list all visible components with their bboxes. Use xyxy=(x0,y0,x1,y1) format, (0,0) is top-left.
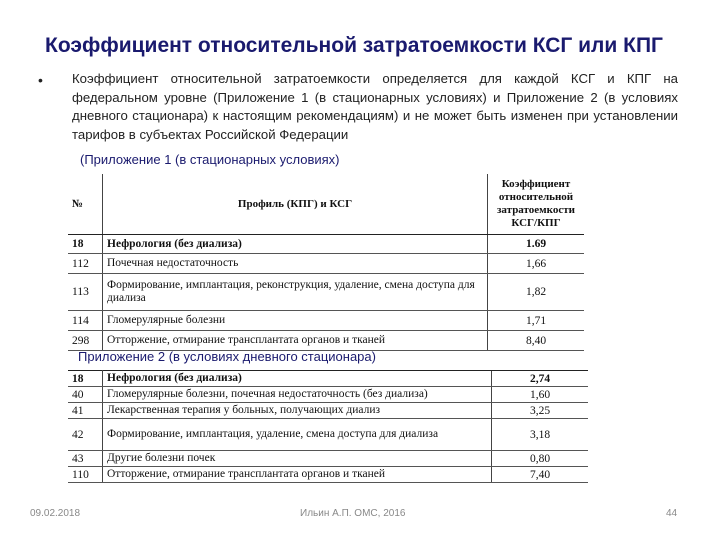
row-value: 8,40 xyxy=(488,331,585,351)
table-row xyxy=(68,467,588,483)
row-num: 41 xyxy=(68,403,103,419)
row-value: 0,80 xyxy=(492,451,589,467)
row-profile: Нефрология (без диализа) xyxy=(103,235,488,254)
column-header-coefficient: Коэффициент относительной затратоемкости КСГ/КПГ xyxy=(488,174,585,235)
row-profile: Почечная недостаточность xyxy=(103,254,488,274)
slide-title: Коэффициент относительной затратоемкости КСГ или КПГ xyxy=(45,34,663,57)
footer-page-number: 44 xyxy=(666,508,678,519)
table-row xyxy=(68,331,584,351)
row-profile: Формирование, имплантация, удаление, смена доступа для диализа xyxy=(103,419,492,451)
row-num: 110 xyxy=(68,467,103,483)
row-profile: Нефрология (без диализа) xyxy=(103,371,492,387)
row-value: 7,40 xyxy=(492,467,589,483)
row-num: 113 xyxy=(68,274,103,311)
row-num: 40 xyxy=(68,387,103,403)
row-value: 1.69 xyxy=(488,235,585,254)
column-header-num: № xyxy=(68,174,103,235)
table-row xyxy=(68,254,584,274)
row-value: 1,82 xyxy=(488,274,585,311)
row-profile: Отторжение, отмирание трансплантата органов и тканей xyxy=(103,331,488,351)
row-value: 2,74 xyxy=(492,371,589,387)
bullet-text: Коэффициент относительной затратоемкости определяется для каждой КСГ и КПГ на федеральном уровне (Приложение 1 (в стационарных условиях) и Приложение 2 (в условиях дневного стационара) к настоящим рекомендациям) и не может быть изменен при установлении тарифов в субъектах Российской Федерации xyxy=(72,71,678,142)
table-row xyxy=(68,235,584,254)
row-value: 1,66 xyxy=(488,254,585,274)
row-profile: Отторжение, отмирание трансплантата органов и тканей xyxy=(103,467,492,483)
table-row xyxy=(68,403,588,419)
row-profile: Формирование, имплантация, реконструкция, удаление, смена доступа для диализа xyxy=(103,274,488,311)
row-profile: Другие болезни почек xyxy=(103,451,492,467)
row-num: 114 xyxy=(68,311,103,331)
row-profile: Лекарственная терапия у больных, получающих диализ xyxy=(103,403,492,419)
table-appendix-2 xyxy=(68,370,588,483)
row-profile: Гломерулярные болезни xyxy=(103,311,488,331)
row-num: 18 xyxy=(68,371,103,387)
column-header-profile: Профиль (КПГ) и КСГ xyxy=(103,174,488,235)
bullet-marker: • xyxy=(38,72,43,88)
footer-date: 09.02.2018 xyxy=(30,508,81,519)
table-row xyxy=(68,387,588,403)
footer-author: Ильин А.П. ОМС, 2016 xyxy=(300,508,406,519)
row-num: 298 xyxy=(68,331,103,351)
table-appendix-1 xyxy=(68,174,584,351)
row-num: 18 xyxy=(68,235,103,254)
appendix-1-label: (Приложение 1 (в стационарных условиях) xyxy=(80,152,340,167)
row-num: 43 xyxy=(68,451,103,467)
appendix-2-label: Приложение 2 (в условиях дневного стационара) xyxy=(78,349,376,364)
table-row xyxy=(68,419,588,451)
row-value: 3,25 xyxy=(492,403,589,419)
row-num: 112 xyxy=(68,254,103,274)
row-value: 3,18 xyxy=(492,419,589,451)
table-row xyxy=(68,311,584,331)
table-row xyxy=(68,274,584,311)
table-row xyxy=(68,451,588,467)
row-value: 1,60 xyxy=(492,387,589,403)
table-row xyxy=(68,371,588,387)
row-num: 42 xyxy=(68,419,103,451)
row-profile: Гломерулярные болезни, почечная недостаточность (без диализа) xyxy=(103,387,492,403)
row-value: 1,71 xyxy=(488,311,585,331)
